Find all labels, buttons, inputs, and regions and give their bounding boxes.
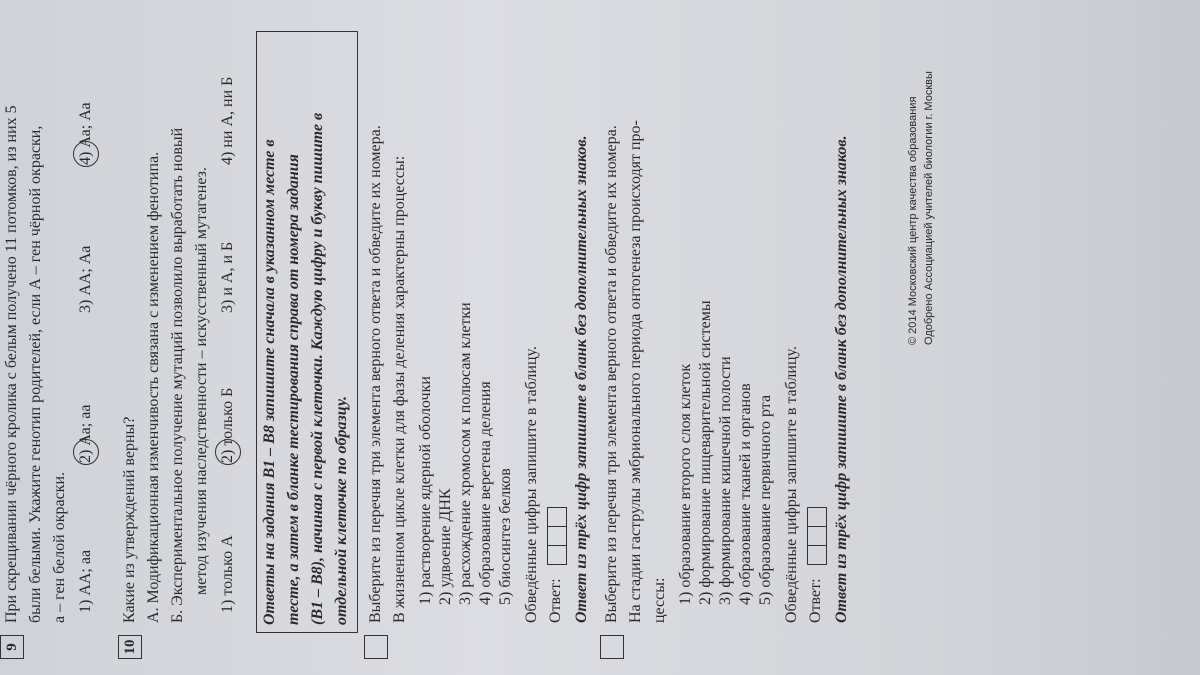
b1-item-1[interactable]: 1) растворение ядерной оболочки: [417, 376, 434, 605]
question-number-9: 9: [0, 635, 24, 659]
b2-text-line: На стадии гаструлы эмбрионального периода онтогенеза происходят про-: [627, 120, 644, 623]
b2-answer-label: Ответ:: [807, 578, 824, 623]
b1-item-5[interactable]: 5) биосинтез белков: [497, 468, 514, 605]
b2-answer-cells[interactable]: [807, 508, 827, 565]
q9-answer-circle: [73, 439, 99, 465]
question-number-10: 10: [118, 635, 142, 659]
b2-item-3[interactable]: 3) формирование кишечной полости: [717, 356, 734, 605]
footer-approval: Одобрено Ассоциацией учителей биологии г. Москвы: [923, 71, 935, 345]
b2-item-4[interactable]: 4) образование тканей и органов: [737, 383, 754, 605]
q9-option-4[interactable]: 4) Аа; Аа: [77, 102, 94, 165]
b1-item-4[interactable]: 4) образование веретена деления: [477, 381, 494, 605]
b1-note: Ответ из трёх цифр запишите в бланк без дополнительных знаков.: [573, 135, 590, 623]
b2-item-2[interactable]: 2) формирование пищеварительной системы: [697, 300, 714, 605]
q9-text-line: При скрещивании чёрного кролика с белым получено 11 потомков, из них 5: [3, 105, 20, 623]
b1-answer-label: Ответ:: [547, 578, 564, 623]
b2-item-1[interactable]: 1) образование второго слоя клеток: [677, 363, 694, 605]
q9-option-3[interactable]: 3) АА; Аа: [77, 245, 94, 313]
q9-option-1[interactable]: 1) АА; аа: [77, 549, 94, 613]
q9-text-line: были белыми. Укажите генотип родителей, если А – ген чёрной окраски,: [27, 125, 44, 623]
b1-text-line: Выберите из перечня три элемента верного ответа и обведите их номера.: [367, 125, 384, 623]
instruction-line: (В1 – В8), начиная с первой клеточки. Каждую цифру и букву пишите в: [309, 112, 326, 625]
instruction-line: Ответы на задания В1 – В8 запишите сначала в указанном месте в: [261, 139, 278, 625]
q10-statement-a: А. Модификационная изменчивость связана с изменением фенотипа.: [145, 151, 162, 623]
q9-answer-circle: [73, 141, 99, 167]
q10-statement-b: Б. Экспериментальное получение мутаций позволило выработать новый: [169, 127, 186, 623]
q10-option-3[interactable]: 3) и А, и Б: [219, 241, 236, 313]
footer-copyright: © 2014 Московский центр качества образования: [907, 96, 919, 345]
b2-circled-instruction: Обведённые цифры запишите в таблицу.: [783, 346, 800, 623]
task-b1-marker: [364, 635, 388, 659]
b1-answer-cells[interactable]: [547, 508, 567, 565]
b1-item-2[interactable]: 2) удвоение ДНК: [437, 488, 454, 605]
b2-text-line: цессы:: [651, 577, 668, 623]
q10-option-1[interactable]: 1) только А: [219, 535, 236, 613]
q10-statement-b-cont: метод изучения наследственности – искусственный мутагенез.: [193, 167, 210, 595]
b2-text-line: Выберите из перечня три элемента верного ответа и обведите их номера.: [603, 125, 620, 623]
q10-option-2[interactable]: 2) только Б: [219, 387, 236, 463]
q9-text-line: а – ген белой окраски.: [51, 471, 68, 623]
q10-stem: Какие из утверждений верны?: [121, 416, 138, 623]
q10-option-4[interactable]: 4) ни А, ни Б: [219, 76, 236, 165]
b1-text-line: В жизненном цикле клетки для фазы деления характерны процессы:: [391, 155, 408, 623]
b1-circled-instruction: Обведённые цифры запишите в таблицу.: [523, 346, 540, 623]
b2-item-5[interactable]: 5) образование первичного рта: [757, 394, 774, 605]
b1-item-3[interactable]: 3) расхождение хромосом к полюсам клетки: [457, 302, 474, 605]
b2-note: Ответ из трёх цифр запишите в бланк без дополнительных знаков.: [833, 135, 850, 623]
instruction-line: отдельной клеточке по образцу.: [333, 396, 350, 625]
instruction-line: тесте, а затем в бланке тестирования справа от номера задания: [285, 154, 302, 625]
q10-answer-circle: [215, 439, 241, 465]
task-b2-marker: [600, 635, 624, 659]
q9-option-2[interactable]: 2) Аа; аа: [77, 404, 94, 463]
